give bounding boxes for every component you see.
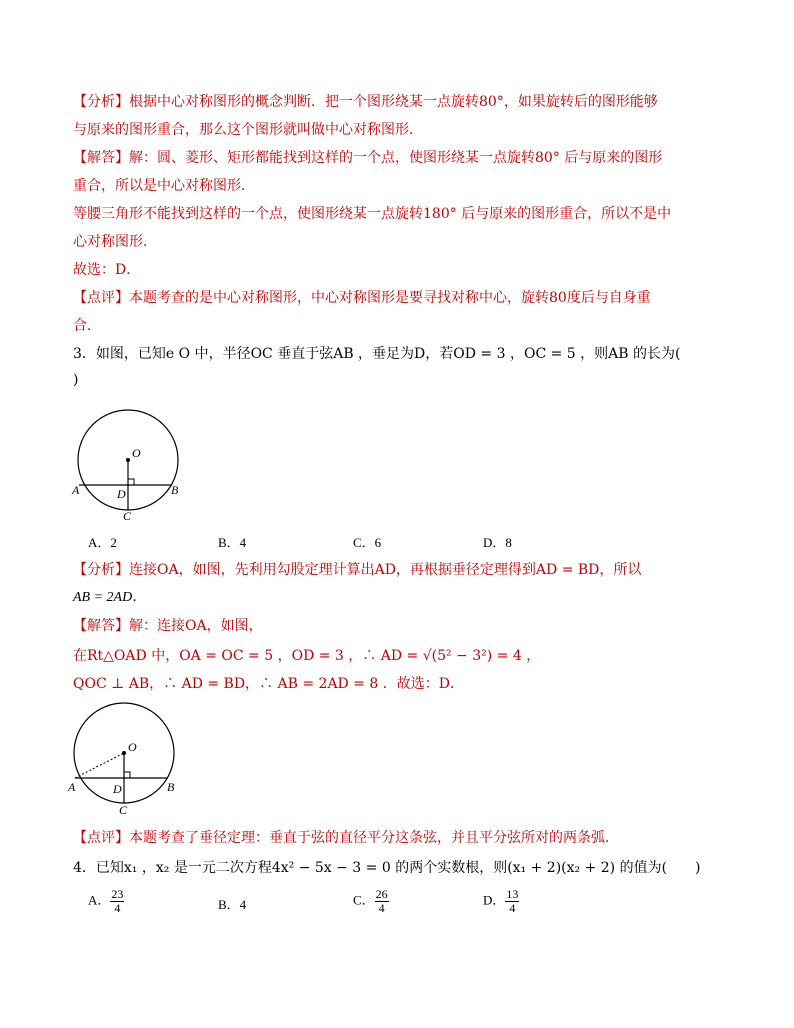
label-o-2: O (128, 740, 137, 754)
answer-line-3: 等腰三角形不能找到这样的一个点，使图形绕某一点旋转180° 后与原来的图形重合，所以不是中 (73, 206, 672, 222)
q3-stem-line-1: 3．如图，已知e O 中，半径OC 垂直于弦AB ，垂足为D，若OD = 3 ，OC = 5 ，则AB 的长为( (73, 346, 681, 362)
q4-option-d-fraction (505, 888, 519, 915)
q4-option-a-fraction (110, 888, 124, 915)
comment-text: 本题考查的是中心对称图形，中心对称图形是要寻找对称中心，旋转80度后与自身重 (129, 290, 651, 306)
q4-option-d-numerator: 13 (506, 887, 519, 901)
analysis-tag: 【分析】 (73, 94, 129, 110)
answer-line-4: 心对称图形． (73, 234, 157, 250)
answer-tag: 【解答】 (73, 150, 129, 166)
comment-line-2: 合． (73, 318, 101, 334)
q3-analysis-line-2: AB = 2AD． (73, 590, 147, 605)
label-c: C (123, 509, 132, 523)
q3-circle-figure-1 (68, 405, 198, 525)
q3-answer-line-1 (73, 616, 734, 636)
analysis-line-1 (73, 92, 734, 112)
label-d: D (117, 487, 126, 501)
comment-line-1 (73, 288, 734, 308)
answer-line-1 (73, 148, 734, 168)
q4-option-a-numerator: 23 (111, 887, 124, 901)
label-d-2: D (113, 782, 122, 796)
answer-text: 解：圆、菱形、矩形都能找到这样的一个点，使图形绕某一点旋转80° 后与原来的图形 (129, 150, 663, 166)
q3-option-a: A．2 (88, 535, 117, 550)
label-a: A (72, 483, 80, 497)
comment-tag: 【点评】 (73, 290, 129, 306)
q4-option-c-letter: C． (353, 892, 375, 908)
q4-stem: 4．已知x₁ ，x₂ 是一元二次方程4x² − 5x − 3 = 0 的两个实数根，则(x₁ + 2)(x₂ + 2) 的值为( ) (73, 860, 701, 876)
label-b-2: B (167, 780, 175, 794)
q3-comment-line (73, 828, 734, 848)
q3-analysis-tag: 【分析】 (73, 562, 129, 578)
q4-option-a-denominator: 4 (114, 901, 121, 915)
label-o: O (132, 446, 141, 460)
label-a-2: A (68, 780, 76, 794)
q3-option-b: B．4 (218, 535, 247, 550)
q3-answer-tag: 【解答】 (73, 618, 129, 634)
q4-option-c (353, 888, 389, 915)
q4-option-c-numerator: 26 (375, 887, 388, 901)
q3-circle-figure-2 (64, 700, 194, 818)
q3-answer-line-2: 在Rt△OAD 中，OA = OC = 5 ，OD = 3 ，∴ AD = √(5² − 3²) = 4 ， (73, 648, 541, 664)
q4-option-b: B．4 (218, 897, 247, 912)
q3-option-d: D．8 (483, 535, 512, 550)
q3-comment-tag: 【点评】 (73, 830, 129, 846)
q4-option-d-denominator: 4 (509, 901, 516, 915)
q4-option-c-fraction (375, 888, 389, 915)
label-c-2: C (119, 803, 128, 817)
q4-option-c-denominator: 4 (378, 901, 385, 915)
q3-comment-text: 本题考查了垂径定理：垂直于弦的直径平分这条弦，并且平分弦所对的两条弧． (129, 830, 619, 846)
q3-answer-line-3: QOC ⊥ AB，∴ AD = BD，∴ AB = 2AD = 8 ．故选：D． (73, 676, 464, 692)
q3-answer-text: 解：连接OA，如图， (129, 618, 263, 634)
analysis-line-2: 与原来的图形重合，那么这个图形就叫做中心对称图形． (73, 122, 423, 138)
q4-option-d (483, 888, 519, 915)
analysis-text: 根据中心对称图形的概念判断．把一个图形绕某一点旋转80°，如果旋转后的图形能够 (129, 94, 658, 110)
q4-option-d-letter: D． (483, 892, 506, 908)
answer-line-2: 重合，所以是中心对称图形． (73, 178, 255, 194)
q3-analysis-text: 连接OA，如图，先利用勾股定理计算出AD，再根据垂径定理得到AD = BD，所以 (129, 562, 642, 578)
q4-option-a-letter: A． (88, 892, 111, 908)
q4-option-a (88, 888, 124, 915)
q3-option-c: C．6 (353, 535, 382, 550)
choose-line: 故选：D． (73, 262, 141, 278)
q3-analysis-line-1 (73, 560, 734, 580)
label-b: B (171, 483, 179, 497)
q3-stem-line-2: ) (73, 372, 79, 388)
